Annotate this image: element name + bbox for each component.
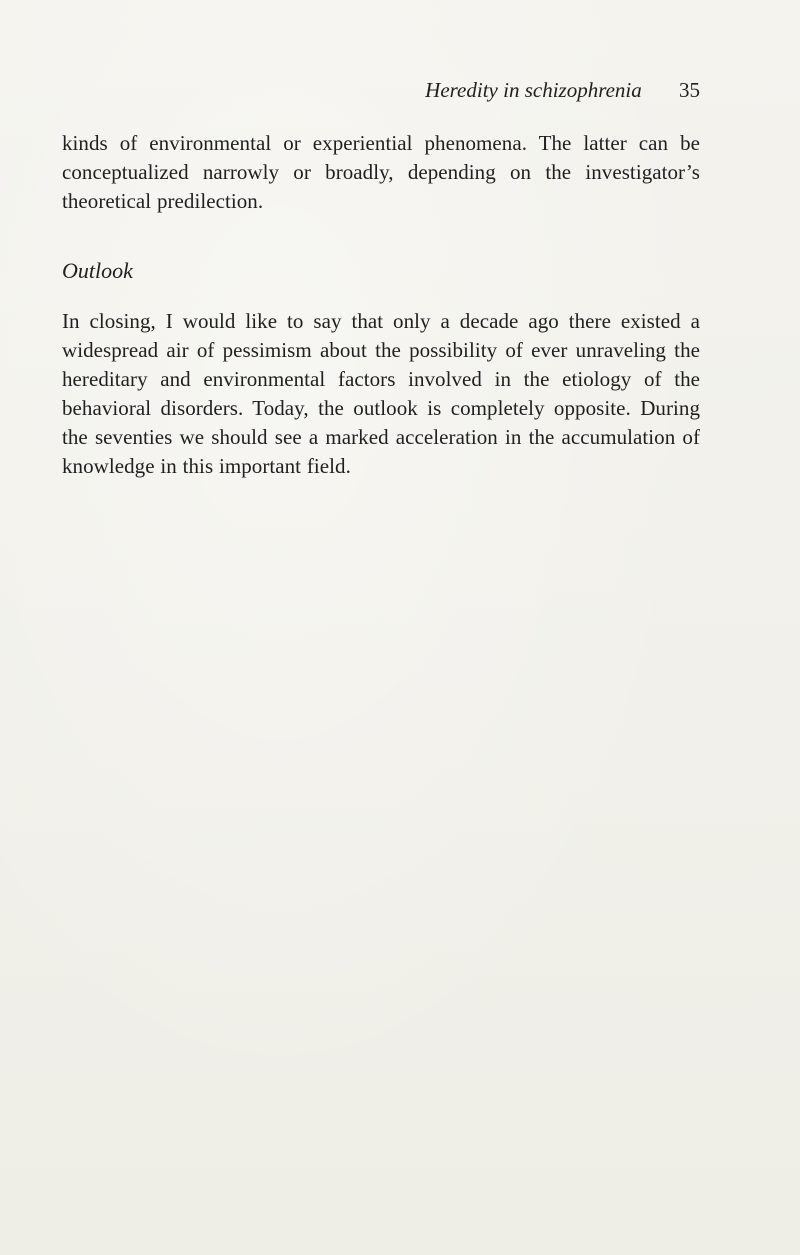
paragraph-2: In closing, I would like to say that only a decade ago there existed a widespread air of pessimism about the possibility of ever unraveling the hereditary and environmental factors involved in the etiology of the behavioral disorders. Today, the outlook is completely opposite. During the seventies we should see a marked acceleration in the accumulation of knowledge in this important field. (62, 309, 700, 478)
page-number: 35 (679, 78, 700, 102)
section-heading: Outlook (62, 258, 133, 283)
running-head (280, 76, 700, 104)
running-title: Heredity in schizophrenia (425, 78, 642, 102)
paragraph-1: kinds of environmental or experiential phenomena. The latter can be conceptualized narrowly or broadly, depending on the investigator’s theoretical predilection. (62, 131, 700, 213)
